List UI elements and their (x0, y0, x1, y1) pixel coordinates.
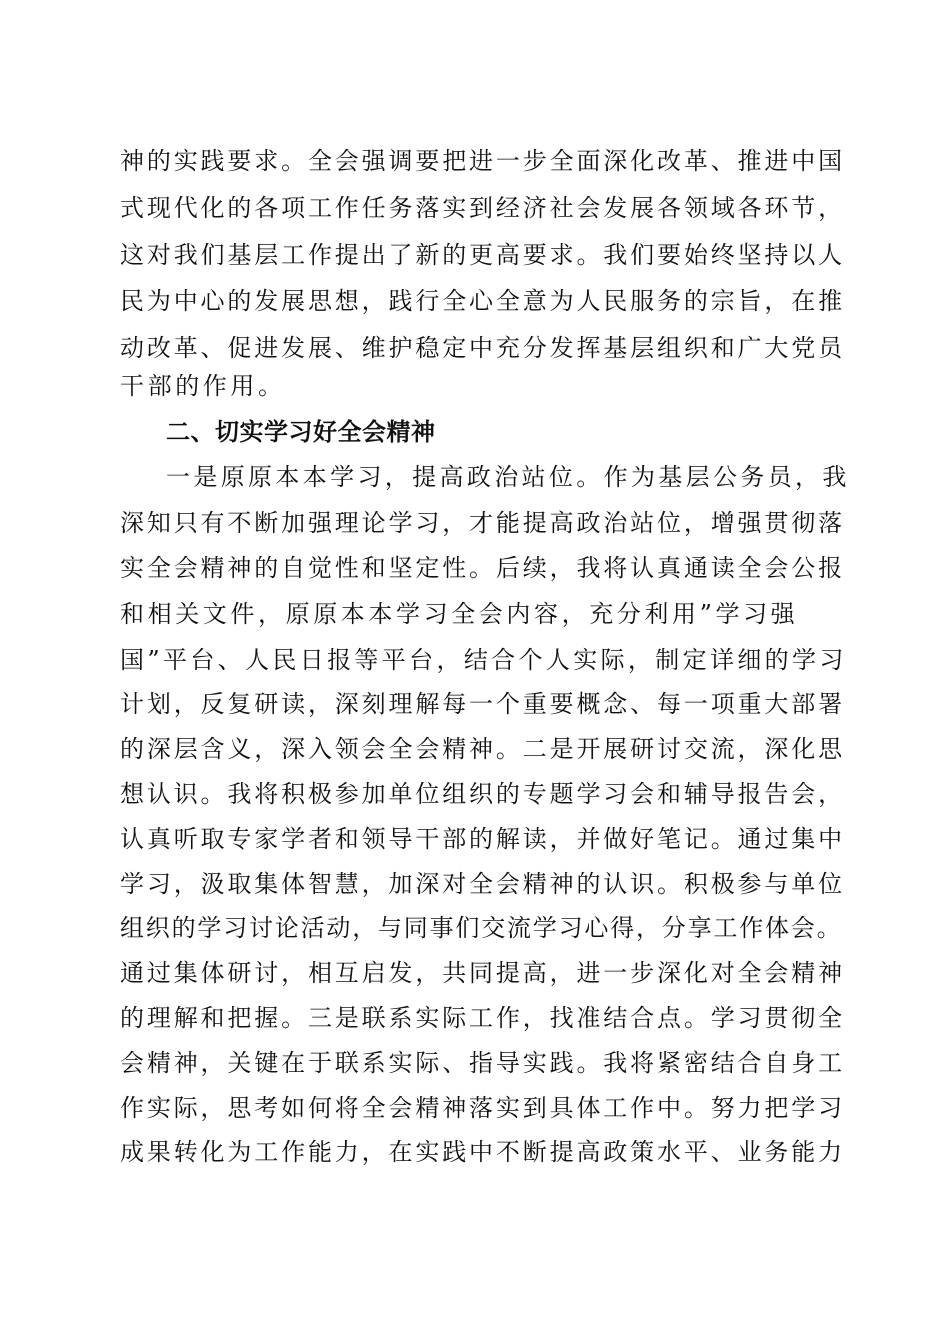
text-line: 的理解和把握。三是联系实际工作，找准结合点。学习贯彻全 (120, 1004, 845, 1032)
text-line: 组织的学习讨论活动，与同事们交流学习心得，分享工作体会。 (120, 914, 843, 942)
text-line: 计划，反复研读，深刻理解每一个重要概念、每一项重大部署 (120, 690, 845, 718)
text-line: 认真听取专家学者和领导干部的解读，并做好笔记。通过集中 (120, 825, 845, 853)
text-line: 这对我们基层工作提出了新的更高要求。我们要始终坚持以人 (120, 241, 845, 269)
paragraph-first-line: 一是原原本本学习，提高政治站位。作为基层公务员，我 (166, 463, 850, 491)
text-line: 学习，汲取集体智慧，加深对全会精神的认识。积极参与单位 (120, 870, 845, 898)
text-line: 干部的作用。 (120, 372, 286, 400)
section-heading: 二、切实学习好全会精神 (166, 418, 436, 446)
text-line: 和相关文件，原原本本学习全会内容，充分利用”学习强 (120, 600, 799, 628)
text-line: 实全会精神的自觉性和坚定性。后续，我将认真通读全会公报 (120, 554, 845, 582)
text-line: 动改革、促进发展、维护稳定中充分发挥基层组织和广大党员 (120, 334, 845, 362)
text-line: 想认识。我将积极参加单位组织的专题学习会和辅导报告会， (120, 780, 845, 808)
text-line: 式现代化的各项工作任务落实到经济社会发展各领域各环节， (120, 194, 845, 222)
text-line: 成果转化为工作能力，在实践中不断提高政策水平、业务能力 (120, 1138, 845, 1166)
text-line: 民为中心的发展思想，践行全心全意为人民服务的宗旨，在推 (120, 287, 845, 315)
text-line: 深知只有不断加强理论学习，才能提高政治站位，增强贯彻落 (120, 509, 845, 537)
text-line: 的深层含义，深入领会全会精神。二是开展研讨交流，深化思 (120, 735, 845, 763)
text-line: 神的实践要求。全会强调要把进一步全面深化改革、推进中国 (120, 147, 845, 175)
text-line: 会精神，关键在于联系实际、指导实践。我将紧密结合自身工 (120, 1049, 845, 1077)
text-line: 国”平台、人民日报等平台，结合个人实际，制定详细的学习 (120, 646, 847, 674)
text-line: 作实际，思考如何将全会精神落实到具体工作中。努力把学习 (120, 1094, 845, 1122)
text-line: 通过集体研讨，相互启发，共同提高，进一步深化对全会精神 (120, 959, 845, 987)
